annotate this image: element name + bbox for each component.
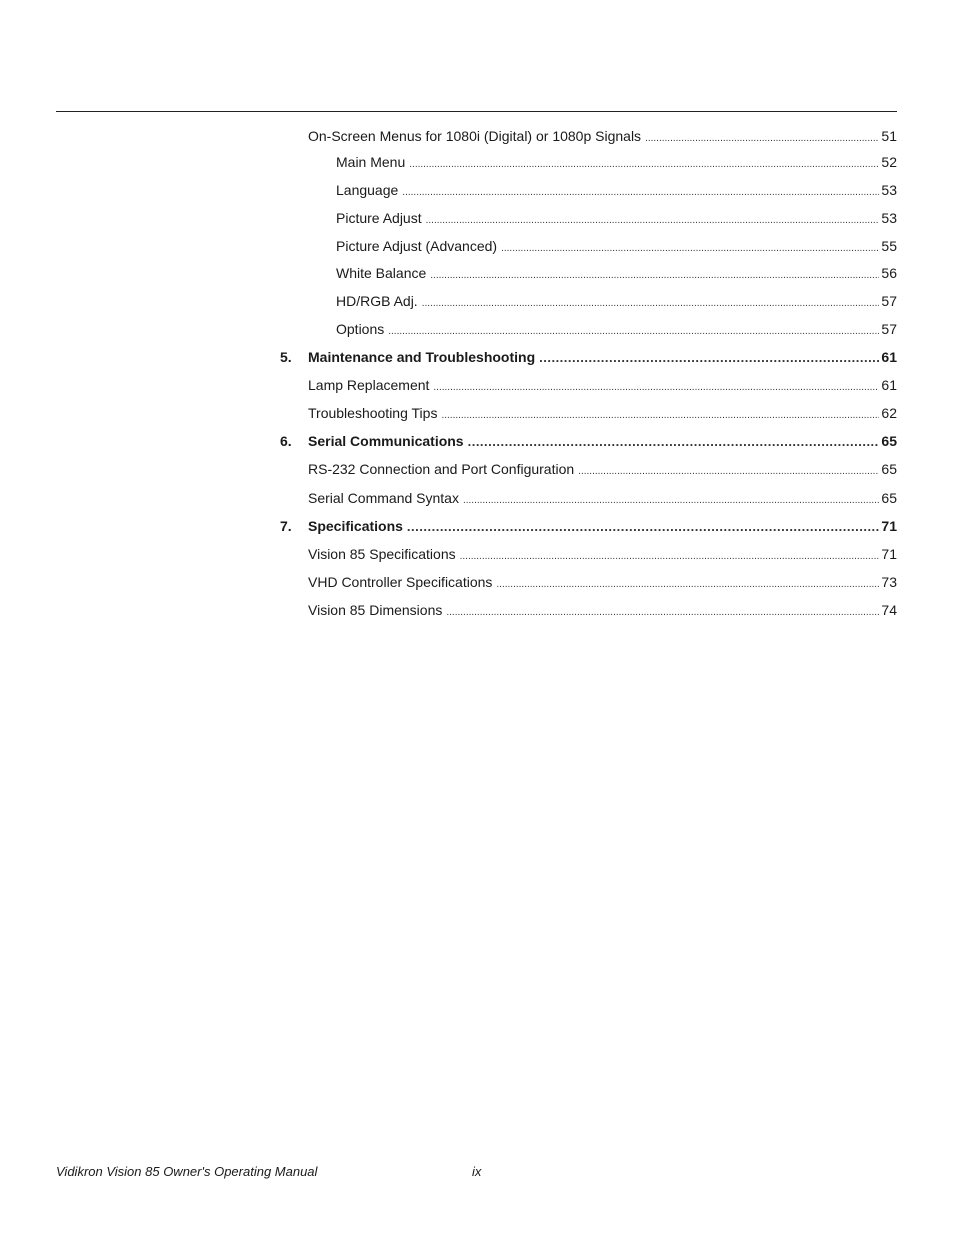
toc-dot-leader (426, 211, 880, 231)
toc-entry[interactable] (336, 152, 897, 172)
toc-entry[interactable] (308, 544, 897, 564)
toc-dot-leader (496, 575, 879, 595)
toc-dot-leader (402, 183, 879, 203)
toc-entry-page: 57 (881, 321, 897, 337)
toc-chapter-page: 65 (881, 433, 897, 449)
toc-entry-page: 55 (881, 238, 897, 254)
toc-entry-title: RS-232 Connection and Port Configuration (308, 461, 575, 477)
toc-entry-page: 56 (881, 265, 897, 281)
toc-chapter-title: Serial Communications (308, 433, 464, 449)
footer-manual-title: Vidikron Vision 85 Owner's Operating Manual (56, 1164, 318, 1179)
toc-dot-leader (463, 491, 879, 511)
toc-chapter-page: 71 (881, 518, 897, 534)
toc-entry[interactable] (336, 236, 897, 256)
toc-dot-leader (422, 294, 880, 314)
toc-chapter[interactable] (280, 347, 897, 367)
toc-entry[interactable] (308, 488, 897, 508)
toc-entry[interactable] (308, 375, 897, 395)
toc-entry-title: HD/RGB Adj. (336, 293, 418, 309)
toc-chapter-number: 7. (280, 518, 292, 534)
toc-entry-title: Options (336, 321, 385, 337)
toc-entry-page: 53 (881, 210, 897, 226)
toc-entry[interactable] (336, 263, 897, 283)
toc-dot-leader (460, 547, 880, 567)
toc-entry[interactable] (336, 180, 897, 200)
toc-entry-page: 71 (881, 546, 897, 562)
toc-entry-title: White Balance (336, 265, 427, 281)
toc-entry-page: 61 (881, 377, 897, 393)
toc-entry-page: 62 (881, 405, 897, 421)
toc-entry-page: 51 (881, 128, 897, 144)
toc-entry[interactable] (336, 291, 897, 311)
toc-entry[interactable] (308, 403, 897, 423)
toc-chapter[interactable] (280, 431, 897, 451)
toc-dot-leader (441, 406, 879, 426)
toc-dot-leader (468, 432, 880, 452)
toc-entry[interactable] (308, 572, 897, 592)
toc-entry[interactable] (308, 600, 897, 620)
toc-entry-title: Vision 85 Dimensions (308, 602, 443, 618)
toc-chapter-number: 5. (280, 349, 292, 365)
toc-dot-leader (539, 348, 879, 368)
toc-dot-leader (645, 129, 879, 149)
toc-chapter-title: Specifications (308, 518, 403, 534)
toc-entry-title: Picture Adjust (Advanced) (336, 238, 498, 254)
toc-entry-title: On-Screen Menus for 1080i (Digital) or 1080p Signals (308, 128, 642, 144)
toc-entry-title: Serial Command Syntax (308, 490, 459, 506)
toc-entry[interactable] (336, 319, 897, 339)
toc-chapter[interactable] (280, 516, 897, 536)
toc-entry-page: 57 (881, 293, 897, 309)
toc-entry-page: 52 (881, 154, 897, 170)
toc-dot-leader (409, 155, 879, 175)
toc-entry-title: Vision 85 Specifications (308, 546, 456, 562)
toc-chapter-number: 6. (280, 433, 292, 449)
toc-chapter-title: Maintenance and Troubleshooting (308, 349, 536, 365)
toc-dot-leader (501, 239, 879, 259)
toc-dot-leader (388, 322, 879, 342)
footer-page-number: ix (472, 1164, 482, 1179)
toc-entry-page: 65 (881, 461, 897, 477)
toc-entry-title: VHD Controller Specifications (308, 574, 493, 590)
toc-entry-title: Picture Adjust (336, 210, 422, 226)
toc-entry-title: Troubleshooting Tips (308, 405, 438, 421)
toc-entry-title: Language (336, 182, 399, 198)
toc-dot-leader (433, 378, 879, 398)
toc-dot-leader (578, 462, 879, 482)
toc-dot-leader (407, 517, 880, 537)
toc-dot-leader (430, 266, 879, 286)
toc-entry-page: 74 (881, 602, 897, 618)
toc-entry-page: 73 (881, 574, 897, 590)
toc-entry[interactable] (308, 459, 897, 479)
toc-chapter-page: 61 (881, 349, 897, 365)
toc-entry[interactable] (308, 126, 897, 146)
toc-entry-title: Lamp Replacement (308, 377, 430, 393)
toc-entry[interactable] (336, 208, 897, 228)
toc-entry-title: Main Menu (336, 154, 406, 170)
toc-entry-page: 53 (881, 182, 897, 198)
toc-dot-leader (446, 603, 879, 623)
toc-entry-page: 65 (881, 490, 897, 506)
